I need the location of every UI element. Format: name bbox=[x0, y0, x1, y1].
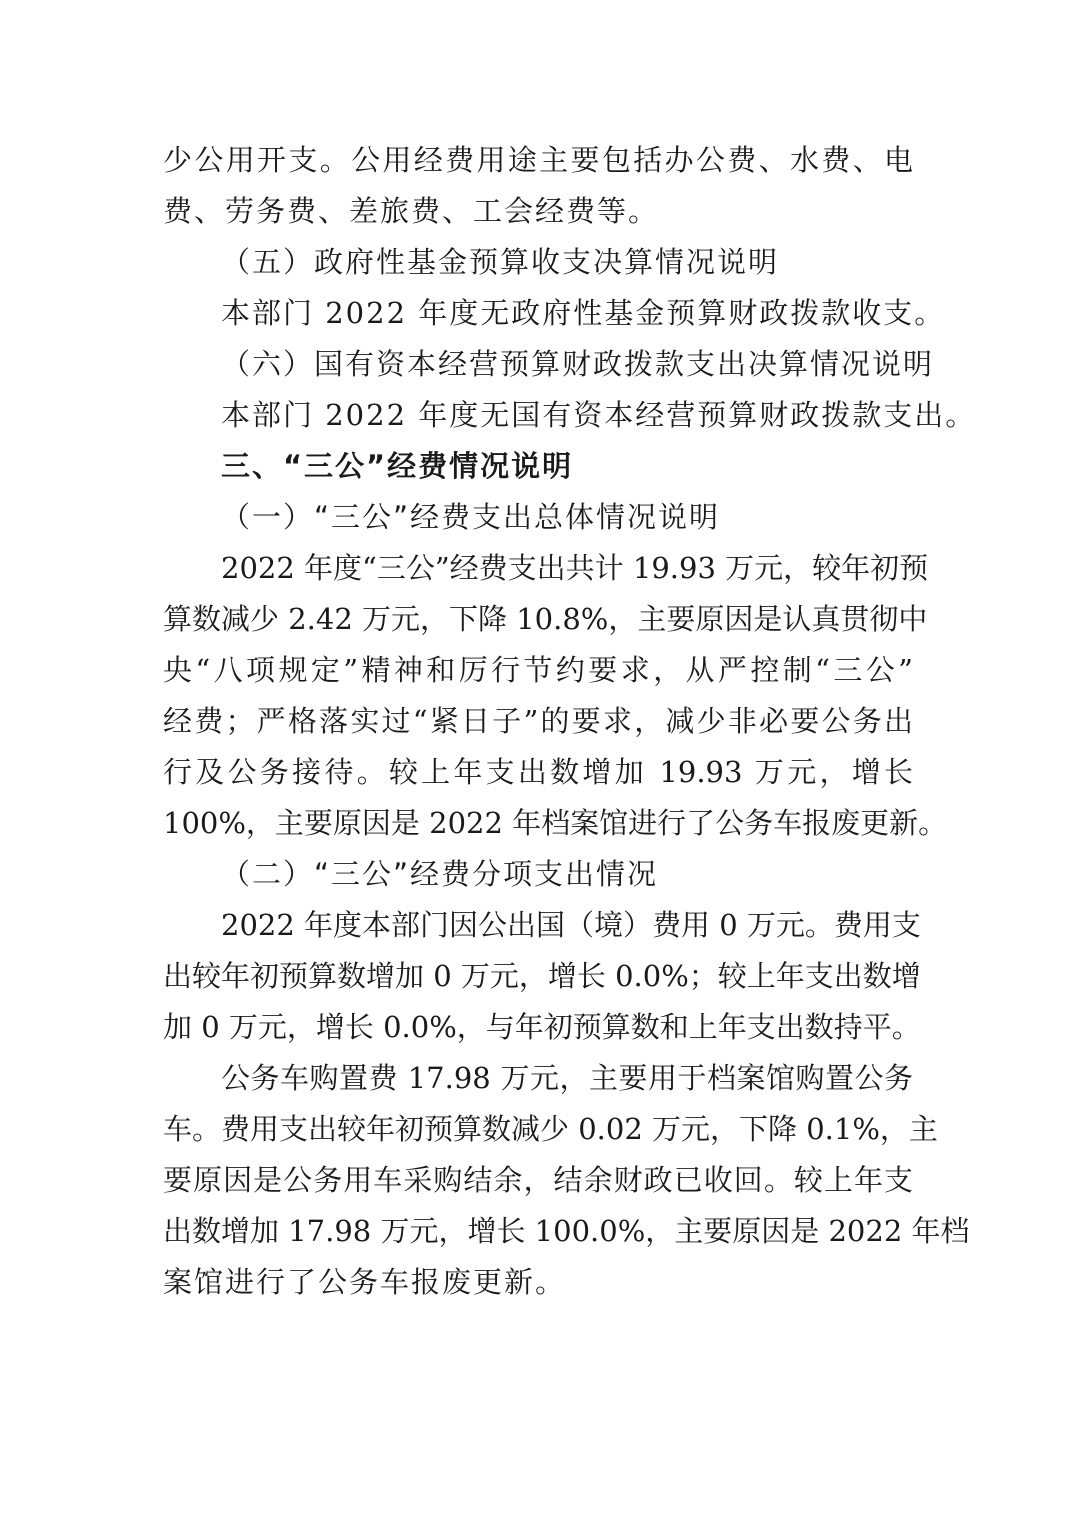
section-subheading: （二）“三公”经费分项支出情况 bbox=[221, 857, 659, 891]
body-line: 本部门 2022 年度无国有资本经营预算财政拨款支出。 bbox=[221, 398, 977, 432]
body-line: 100%，主要原因是 2022 年档案馆进行了公务车报废更新。 bbox=[163, 806, 948, 840]
body-line: 出数增加 17.98 万元，增长 100.0%，主要原因是 2022 年档 bbox=[163, 1214, 970, 1248]
section-heading: 三、“三公”经费情况说明 bbox=[221, 449, 574, 483]
section-subheading: （五）政府性基金预算收支决算情况说明 bbox=[221, 245, 780, 279]
body-line: 公务车购置费 17.98 万元，主要用于档案馆购置公务 bbox=[221, 1061, 913, 1095]
body-line: 行及公务接待。较上年支出数增加 19.93 万元，增长 bbox=[163, 755, 913, 789]
body-line: 2022 年度“三公”经费支出共计 19.93 万元，较年初预 bbox=[221, 551, 929, 585]
body-line: 算数减少 2.42 万元，下降 10.8%，主要原因是认真贯彻中 bbox=[163, 602, 928, 636]
body-line: 2022 年度本部门因公出国（境）费用 0 万元。费用支 bbox=[221, 908, 921, 942]
body-line: 出较年初预算数增加 0 万元，增长 0.0%；较上年支出数增 bbox=[163, 959, 921, 993]
body-line: 经费；严格落实过“紧日子”的要求，减少非必要公务出 bbox=[163, 704, 913, 738]
body-line: 要原因是公务用车采购结余，结余财政已收回。较上年支 bbox=[163, 1163, 913, 1197]
body-line: 央“八项规定”精神和厉行节约要求，从严控制“三公” bbox=[163, 653, 913, 687]
section-subheading: （六）国有资本经营预算财政拨款支出决算情况说明 bbox=[221, 347, 935, 381]
body-line: 本部门 2022 年度无政府性基金预算财政拨款收支。 bbox=[221, 296, 946, 330]
body-line: 车。费用支出较年初预算数减少 0.02 万元，下降 0.1%，主 bbox=[163, 1112, 938, 1146]
body-line: 少公用开支。公用经费用途主要包括办公费、水费、电 bbox=[163, 143, 913, 177]
section-subheading: （一）“三公”经费支出总体情况说明 bbox=[221, 500, 721, 534]
body-line: 费、劳务费、差旅费、工会经费等。 bbox=[163, 194, 660, 228]
body-line: 案馆进行了公务车报废更新。 bbox=[163, 1265, 567, 1299]
body-line: 加 0 万元，增长 0.0%，与年初预算数和上年支出数持平。 bbox=[163, 1010, 921, 1044]
document-page bbox=[163, 135, 977, 1308]
